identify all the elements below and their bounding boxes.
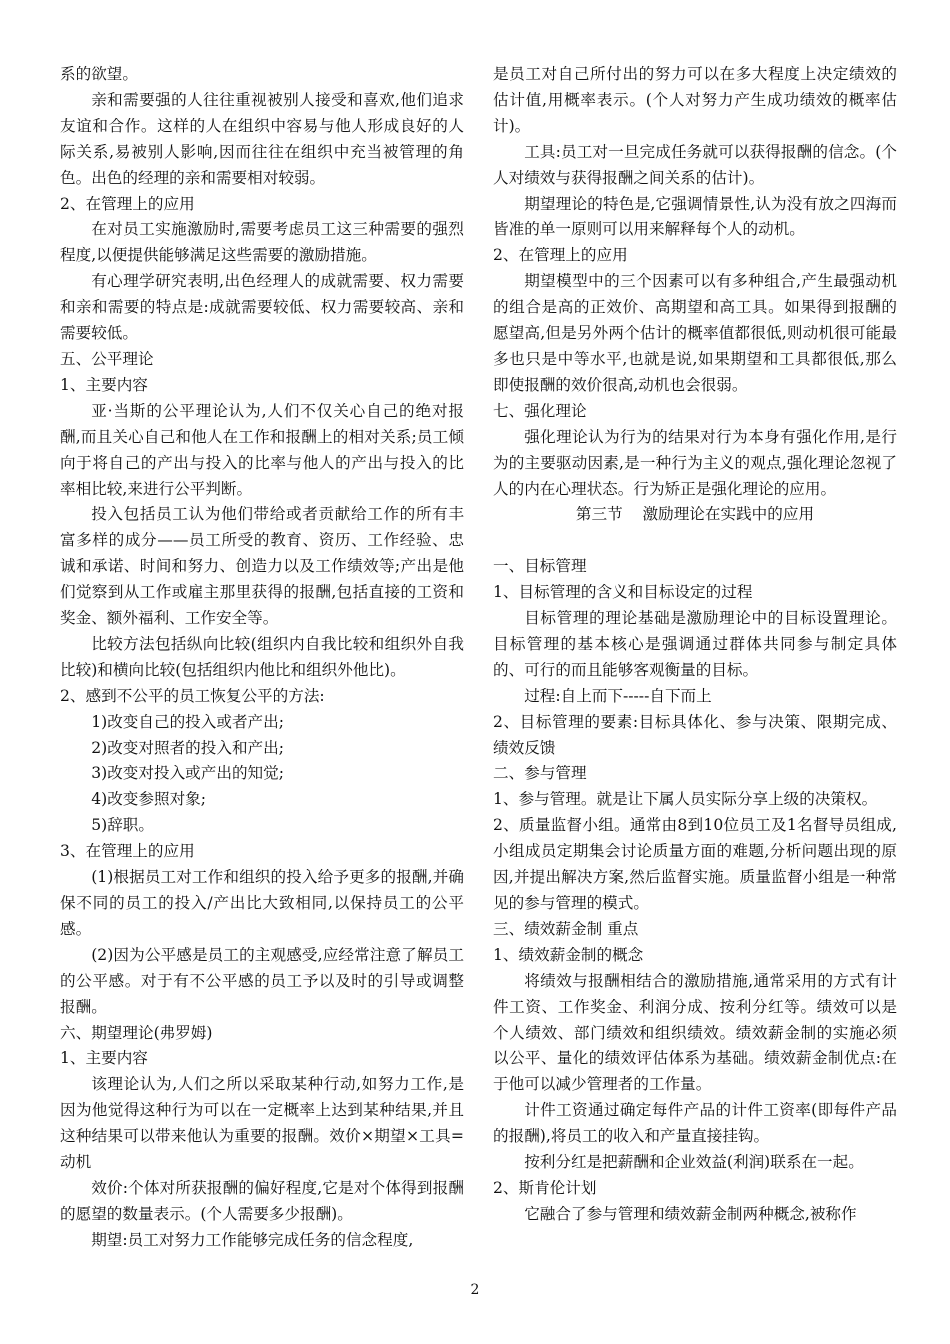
right-paragraph: 期望理论的特色是,它强调情景性,认为没有放之四海而皆准的单一原则可以用来解释每个人的动机。 (493, 194, 897, 239)
left-paragraph: 比较方法包括纵向比较(组织内自我比较和组织外自我比较)和横向比较(包括组织内他比和组织外他比)。 (60, 634, 464, 679)
left-list-item: 2)改变对照者的投入和产出; (91, 738, 284, 757)
left-paragraph: 投入包括员工认为他们带给或者贡献给工作的所有丰富多样的成分——员工所受的教育、资历、工作经验、忠诚和承诺、时间和努力、创造力以及工作绩效等;产出是他们觉察到从工作或雇主那里获得的报酬,包括直接的工资和奖金、额外福利、工作安全等。 (60, 505, 464, 628)
left-paragraph: 亲和需要强的人往往重视被别人接受和喜欢,他们追求友谊和合作。这样的人在组织中容易与他人形成良好的人际关系,易被别人影响,因而往往在组织中充当被管理的角色。出色的经理的亲和需要相对较弱。 (60, 90, 464, 187)
right-paragraph: 目标管理的理论基础是激励理论中的目标设置理论。目标管理的基本核心是强调通过群体共同参与制定具体的、可行的而且能够客观衡量的目标。 (493, 609, 897, 679)
right-text-line: 2、斯肯伦计划 (493, 1178, 597, 1197)
left-paragraph: 在对员工实施激励时,需要考虑员工这三种需要的强烈程度,以便提供能够满足这些需要的激励措施。 (60, 220, 464, 265)
right-text-line: 一、目标管理 (493, 557, 587, 576)
right-paragraph: 期望模型中的三个因素可以有多种组合,产生最强动机的组合是高的正效价、高期望和高工具。如果得到报酬的愿望高,但是另外两个估计的概率值都很低,则动机很可能最多也只是中等水平,也就是说,如果期望和工具都很低,那么即使报酬的效价很高,动机也会很弱。 (493, 272, 897, 394)
right-paragraph: 工具:员工对一旦完成任务就可以获得报酬的信念。(个人对绩效与获得报酬之间关系的估计)。 (493, 142, 897, 187)
right-text-line: 七、强化理论 (493, 401, 587, 420)
left-paragraph: 有心理学研究表明,出色经理人的成就需要、权力需要和亲和需要的特点是:成就需要较低、权力需要较高、亲和需要较低。 (60, 272, 464, 343)
right-paragraph: 它融合了参与管理和绩效薪金制两种概念,被称作 (524, 1204, 857, 1223)
right-text-line: 2、在管理上的应用 (493, 246, 628, 265)
left-paragraph: 亚·当斯的公平理论认为,人们不仅关心自己的绝对报酬,而且关心自己和他人在工作和报酬上的相对关系;员工倾向于将自己的产出与投入的比率与他人的产出与投入的比率相比较,来进行公平判断。 (60, 401, 464, 498)
left-paragraph: 期望:员工对努力工作能够完成任务的信念程度, (91, 1230, 414, 1249)
right-paragraph: 按利分红是把薪酬和企业效益(利润)联系在一起。 (524, 1153, 864, 1172)
left-list-item: 1)改变自己的投入或者产出; (91, 712, 284, 731)
right-column (493, 62, 897, 1228)
left-text-line: 3、在管理上的应用 (60, 842, 195, 861)
right-paragraph: 将绩效与报酬相结合的激励措施,通常采用的方式有计件工资、工作奖金、利润分成、按利分红等。绩效可以是个人绩效、部门绩效和组织绩效。绩效薪金制的实施必须以公平、量化的绩效评估体系为基础。绩效薪金制优点:在于他可以减少管理者的工作量。 (493, 971, 897, 1094)
right-text-line: 1、目标管理的含义和目标设定的过程 (493, 583, 753, 602)
right-paragraph: 强化理论认为行为的结果对行为本身有强化作用,是行为的主要驱动因素,是一种行为主义的观点,强化理论忽视了人的内在心理状态。行为矫正是强化理论的应用。 (493, 427, 897, 498)
right-section-title: 第三节 激励理论在实践中的应用 (575, 505, 815, 524)
left-text-line: 2、在管理上的应用 (60, 194, 195, 213)
left-text-line: 系的欲望。 (60, 65, 138, 83)
left-list-item: 3)改变对投入或产出的知觉; (91, 764, 284, 783)
right-paragraph: 2、目标管理的要素:目标具体化、参与决策、限期完成、绩效反馈 (493, 712, 897, 757)
left-list-item: 4)改变参照对象; (91, 790, 207, 809)
right-paragraph: 2、质量监督小组。通常由8到10位员工及1名督导员组成,小组成员定期集会讨论质量方面的难题,分析问题出现的原因,并提出解决方案,然后监督实施。质量监督小组是一种常见的参与管理的模式。 (493, 816, 897, 912)
right-text-line: 1、绩效薪金制的概念 (493, 945, 644, 964)
left-text-line: 五、公平理论 (60, 349, 154, 368)
right-paragraph: 计件工资通过确定每件产品的计件工资率(即每件产品的报酬),将员工的收入和产量直接挂钩。 (493, 1101, 897, 1146)
right-paragraph: 过程:自上而下-----自下而上 (524, 686, 712, 705)
right-text-line: 二、参与管理 (493, 764, 587, 783)
left-paragraph: (1)根据员工对工作和组织的投入给予更多的报酬,并确保不同的员工的投入/产出比大致相同,以保持员工的公平感。 (60, 868, 464, 938)
page-number: 2 (470, 1282, 480, 1298)
left-list-item: 5)辞职。 (91, 816, 154, 835)
left-text-line: 六、期望理论(弗罗姆) (60, 1023, 213, 1042)
left-paragraph: 该理论认为,人们之所以采取某种行动,如努力工作,是因为他觉得这种行为可以在一定概率上达到某种结果,并且这种结果可以带来他认为重要的报酬。效价×期望×工具=动机 (60, 1075, 464, 1172)
right-paragraph: 1、参与管理。就是让下属人员实际分享上级的决策权。 (493, 790, 878, 809)
left-text-line: 2、感到不公平的员工恢复公平的方法: (60, 686, 325, 705)
right-text-line: 三、绩效薪金制 重点 (493, 919, 639, 938)
left-column (60, 62, 464, 1254)
left-text-line: 1、主要内容 (60, 1049, 148, 1068)
left-text-line: 1、主要内容 (60, 375, 148, 394)
right-spacer (493, 528, 897, 554)
left-paragraph: 效价:个体对所获报酬的偏好程度,它是对个体得到报酬的愿望的数量表示。(个人需要多少报酬)。 (60, 1178, 464, 1223)
right-paragraph: 是员工对自己所付出的努力可以在多大程度上决定绩效的估计值,用概率表示。(个人对努力产生成功绩效的概率估计)。 (493, 65, 897, 135)
left-paragraph: (2)因为公平感是员工的主观感受,应经常注意了解员工的公平感。对于有不公平感的员工予以及时的引导或调整报酬。 (60, 945, 464, 1016)
